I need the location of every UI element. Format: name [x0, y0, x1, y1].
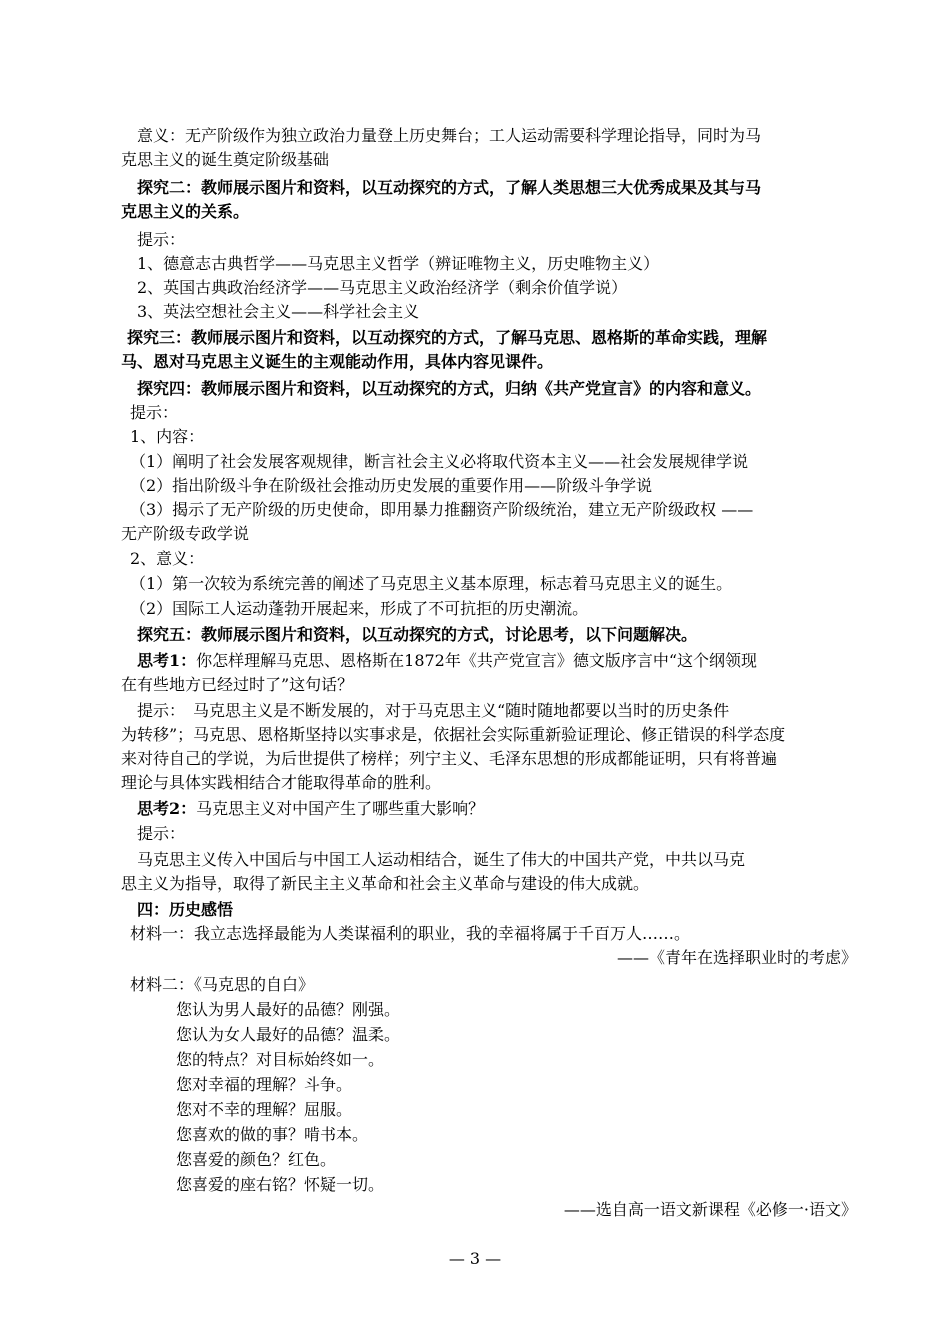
list-item: 3、英法空想社会主义——科学社会主义	[137, 302, 420, 321]
question-line	[137, 797, 484, 821]
quote-source: ——选自高一语文新课程《必修一·语文》	[563, 1200, 857, 1219]
list-item: （1）第一次较为系统完善的阐述了马克思主义基本原理，标志着马克思主义的诞生。	[130, 574, 733, 593]
para-line: 理论与具体实践相结合才能取得革命的胜利。	[121, 773, 442, 792]
list-item: 2、意义：	[130, 549, 205, 568]
list-item: （2）指出阶级斗争在阶级社会推动历史发展的重要作用——阶级斗争学说	[130, 476, 653, 495]
page-number: — 3 —	[448, 1249, 502, 1268]
para-line: 为转移”；马克思、恩格斯坚持以实事求是，依据社会实际重新验证理论、修正错误的科学态度	[121, 725, 786, 744]
poem-line: 您喜欢的做的事？啃书本。	[176, 1125, 369, 1144]
question-text: 马克思主义对中国产生了哪些重大影响？	[196, 799, 485, 818]
material-line: 材料一：我立志选择最能为人类谋福利的职业，我的幸福将属于千百万人……。	[130, 924, 691, 943]
para-line: 来对待自己的学说，为后世提供了榜样；列宁主义、毛泽东思想的形成都能证明，只有将普遍	[121, 749, 778, 768]
quote-source: ——《青年在选择职业时的考虑》	[616, 948, 857, 967]
list-item: （2）国际工人运动蓬勃开展起来，形成了不可抗拒的历史潮流。	[130, 599, 589, 618]
para-line: 意义：无产阶级作为独立政治力量登上历史舞台；工人运动需要科学理论指导，同时为马	[137, 126, 762, 145]
question-label: 思考2：	[137, 799, 197, 818]
question-line	[137, 649, 757, 673]
poem-line: 您的特点？对目标始终如一。	[176, 1050, 385, 1069]
para-line: 马克思主义传入中国后与中国工人运动相结合，诞生了伟大的中国共产党，中共以马克	[137, 850, 746, 869]
hint-label: 提示：	[137, 230, 186, 249]
hint-label: 提示：	[137, 824, 186, 843]
list-item: （3）揭示了无产阶级的历史使命，即用暴力推翻资产阶级统治，建立无产阶级政权 ——	[130, 500, 754, 519]
poem-line: 您对不幸的理解？屈服。	[176, 1100, 353, 1119]
section-heading: 克思主义的关系。	[121, 202, 250, 221]
list-item: （1）阐明了社会发展客观规律，断言社会主义必将取代资本主义——社会发展规律学说	[130, 452, 749, 471]
poem-line: 您喜爱的座右铭？怀疑一切。	[176, 1175, 385, 1194]
list-item: 无产阶级专政学说	[121, 524, 250, 543]
poem-line: 您认为女人最好的品德？温柔。	[176, 1025, 401, 1044]
section-heading: 探究五：教师展示图片和资料，以互动探究的方式，讨论思考，以下问题解决。	[137, 625, 698, 644]
section-heading: 探究四：教师展示图片和资料，以互动探究的方式，归纳《共产党宣言》的内容和意义。	[137, 379, 762, 398]
section-heading: 探究三：教师展示图片和资料，以互动探究的方式，了解马克思、恩格斯的革命实践，理解	[127, 328, 768, 347]
para-line: 克思主义的诞生奠定阶级基础	[121, 150, 330, 169]
poem-line: 您喜爱的颜色？红色。	[176, 1150, 337, 1169]
list-item: 2、英国古典政治经济学——马克思主义政治经济学（剩余价值学说）	[137, 278, 628, 297]
question-label: 思考1：	[137, 651, 197, 670]
section-heading: 马、恩对马克思主义诞生的主观能动作用，具体内容见课件。	[121, 352, 554, 371]
section-heading: 四：历史感悟	[137, 900, 234, 919]
para-line: 在有些地方已经过时了”这句话？	[121, 675, 354, 694]
para-line: 提示： 马克思主义是不断发展的，对于马克思主义“随时随地都要以当时的历史条件	[137, 701, 730, 720]
material-line: 材料二：《马克思的自白》	[130, 975, 315, 994]
poem-line: 您对幸福的理解？斗争。	[176, 1075, 353, 1094]
section-heading: 探究二：教师展示图片和资料，以互动探究的方式，了解人类思想三大优秀成果及其与马	[137, 178, 762, 197]
poem-line: 您认为男人最好的品德？刚强。	[176, 1000, 401, 1019]
hint-label: 提示：	[130, 403, 179, 422]
list-item: 1、德意志古典哲学——马克思主义哲学（辨证唯物主义，历史唯物主义）	[137, 254, 660, 273]
list-item: 1、内容：	[130, 427, 205, 446]
para-line: 思主义为指导，取得了新民主主义革命和社会主义革命与建设的伟大成就。	[121, 874, 650, 893]
question-text: 你怎样理解马克思、恩格斯在1872年《共产党宣言》德文版序言中“这个纲领现	[196, 651, 758, 670]
